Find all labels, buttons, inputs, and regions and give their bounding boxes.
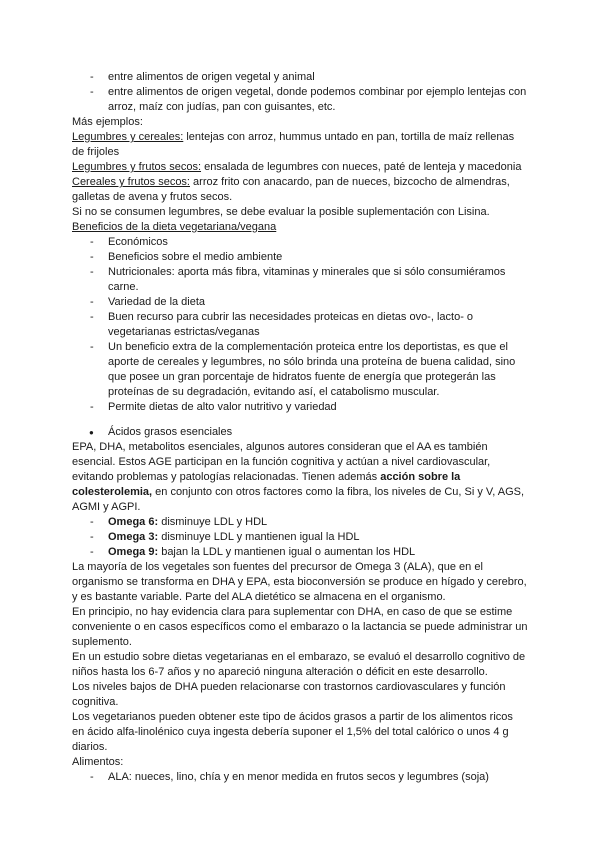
paragraph: En un estudio sobre dietas vegetarianas en el embarazo, se evaluó el desarrollo cognitivo de niños hasta los 6-7 años y no apareció ninguna alteración o déficit en este desarrollo.	[72, 651, 526, 678]
intro-list	[72, 70, 528, 115]
list-item: - entre alimentos de origen vegetal, donde podemos combinar por ejemplo lentejas con arroz, maíz con judías, pan con guisantes, etc.	[72, 85, 528, 115]
omega-item	[72, 545, 528, 560]
more-examples-heading: Más ejemplos:	[72, 116, 143, 128]
example-label: Cereales y frutos secos:	[72, 176, 190, 188]
foods-list	[72, 770, 528, 785]
list-item: - Variedad de la dieta	[72, 295, 528, 310]
benefits-list	[72, 235, 528, 415]
paragraph: En principio, no hay evidencia clara para suplementar con DHA, en caso de que se estime conveniente o en casos específicos como el embarazo o la lactancia se puede administrar un suplemento.	[72, 606, 528, 648]
section-bullet: ● Ácidos grasos esenciales	[72, 425, 528, 440]
fatty-acids-paragraph	[72, 440, 528, 515]
example-line	[72, 160, 528, 175]
lisina-note: Si no se consumen legumbres, se debe evaluar la posible suplementación con Lisina.	[72, 206, 490, 218]
list-item: - Permite dietas de alto valor nutritivo y variedad	[72, 400, 528, 415]
list-item: - Beneficios sobre el medio ambiente	[72, 250, 528, 265]
example-text: ensalada de legumbres con nueces, paté de lenteja y macedonia	[201, 161, 522, 173]
omega-text: disminuye LDL y mantienen igual la HDL	[158, 531, 360, 543]
example-text: lentejas con arroz, hummus untado en pan, tortilla de maíz rellenas de frijoles	[72, 131, 515, 158]
list-item: - Económicos	[72, 235, 528, 250]
example-text: arroz frito con anacardo, pan de nueces, bizcocho de almendras, galletas de avena y frutos secos.	[72, 176, 510, 203]
omega-item	[72, 515, 528, 530]
omega-name: Omega 3:	[108, 531, 159, 543]
paragraph-bold-text: acción sobre la colesterolemia,	[72, 471, 461, 498]
omega-item	[72, 530, 528, 545]
example-line	[72, 130, 528, 160]
example-line	[72, 175, 528, 205]
omega-text: disminuye LDL y HDL	[158, 516, 268, 528]
benefits-heading: Beneficios de la dieta vegetariana/vegana	[72, 221, 277, 233]
document-content	[72, 70, 528, 785]
omega-name: Omega 6:	[108, 516, 159, 528]
list-item: - ALA: nueces, lino, chía y en menor medida en frutos secos y legumbres (soja)	[72, 770, 528, 785]
example-label: Legumbres y frutos secos:	[72, 161, 202, 173]
foods-heading: Alimentos:	[72, 756, 124, 768]
list-item: - Un beneficio extra de la complementación proteica entre los deportistas, es que el aporte de cereales y legumbres, no sólo brinda una proteína de buena calidad, sino que posee un gran porcentaje de hidratos fuente de energía que protegerán las proteínas de su degradación, evitando así, el catabolismo muscular.	[72, 340, 528, 400]
list-item: - Nutricionales: aporta más fibra, vitaminas y minerales que si sólo consumiéramos carne.	[72, 265, 528, 295]
omega-text: bajan la LDL y mantienen igual o aumentan los HDL	[158, 546, 416, 558]
list-item: - entre alimentos de origen vegetal y animal	[72, 70, 528, 85]
list-item: - Buen recurso para cubrir las necesidades proteicas en dietas ovo-, lacto- o vegetarianas estrictas/veganas	[72, 310, 528, 340]
omega-list	[72, 515, 528, 560]
omega-name: Omega 9:	[108, 546, 159, 558]
paragraph-text: en conjunto con otros factores como la fibra, los niveles de Cu, Si y V, AGS, AGMI y AGPI.	[72, 486, 525, 513]
paragraph: Los vegetarianos pueden obtener este tipo de ácidos grasos a partir de los alimentos ricos en ácido alfa-linolénico cuya ingesta debería suponer el 1,5% del total calórico o unos 4 g diarios.	[72, 711, 513, 753]
paragraph: Los niveles bajos de DHA pueden relacionarse con trastornos cardiovasculares y función cognitiva.	[72, 681, 506, 708]
paragraph: La mayoría de los vegetales son fuentes del precursor de Omega 3 (ALA), que en el organismo se transforma en DHA y EPA, esta bioconversión se produce en hígado y cerebro, y es bastante variable. Parte del ALA dietético se almacena en el organismo.	[72, 561, 527, 603]
paragraph-text: EPA, DHA, metabolitos esenciales, algunos autores consideran que el AA es también esencial. Estos AGE participan en la función cognitiva y actúan a nivel cardiovascular, evitando problemas y patologías relacionadas. Tienen además	[72, 441, 491, 483]
example-label: Legumbres y cereales:	[72, 131, 184, 143]
